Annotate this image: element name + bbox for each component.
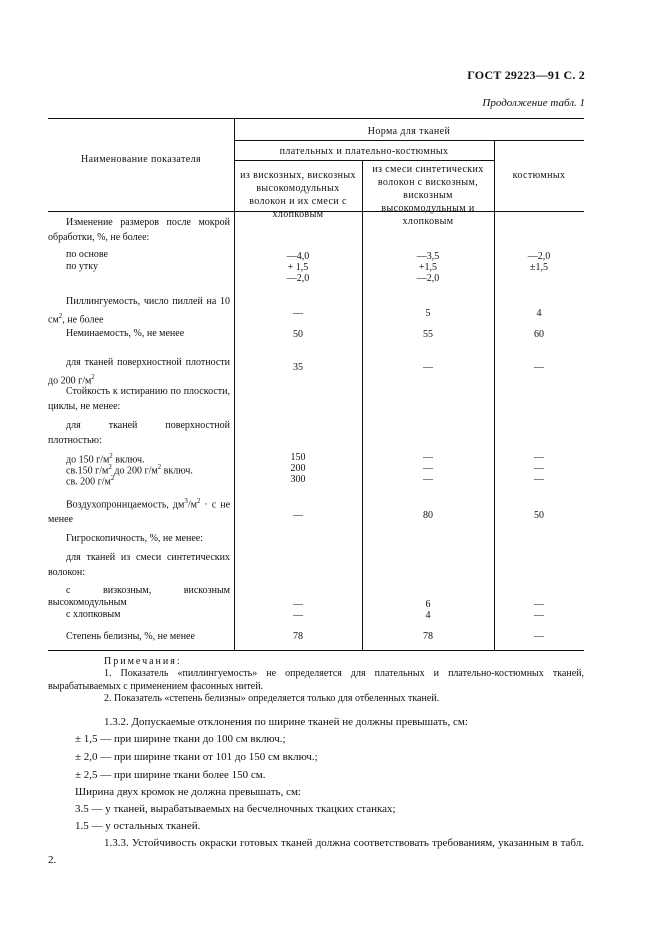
para-edges: Ширина двух кромок не должна превышать, см: <box>75 786 301 798</box>
row-label-weft: по утку <box>66 261 98 272</box>
cell-weft-1: + 1,5 <box>287 262 309 273</box>
cell-weft-2: +1,5 <box>418 262 438 273</box>
cell-whiteness-2: 78 <box>423 631 433 642</box>
cell-warp-2: —3,5 <box>416 251 440 262</box>
row-label-air: Воздухопроницаемость, $дм^3/м^2 \cdot с$ не менее <box>48 497 231 526</box>
cell-cotton-3: — <box>534 610 544 621</box>
cell-over200-2: — <box>423 474 433 485</box>
cell-upto150-2: — <box>423 452 433 463</box>
note-2: 2. Показатель «степень белизны» определяется только для отбеленных тканей. <box>104 693 440 704</box>
row-label-150-200: св.150 $г/м^2$ до 200 $г/м^2$ включ. <box>66 463 193 477</box>
cell-crease-2: 55 <box>423 329 433 340</box>
cell-cotton-1: — <box>293 610 303 621</box>
cell-air-1: — <box>293 510 303 521</box>
cell-150-200-2: — <box>423 463 433 474</box>
cell-upto150-3: — <box>534 452 544 463</box>
cell-upto150-1: 150 <box>290 452 306 463</box>
cell-viscose-1: — <box>293 599 303 610</box>
header-norm: Норма для тканей <box>367 126 451 137</box>
cell-pilling-3: 4 <box>536 308 542 319</box>
cell-warp-3: —2,0 <box>527 251 551 262</box>
row-label-cotton: с хлопковым <box>66 609 121 620</box>
note-1: 1. Показатель «пиллингуемость» не определяется для плательных и плательно-костюмных тканей, вырабатываемых с применением фасонных нитей. <box>48 668 584 692</box>
row-label-crease-200: для тканей поверхностной плотности до 200 $г/м^2$ <box>48 357 230 387</box>
cell-cotton-2: 4 <box>425 610 431 621</box>
cell-weft-3: ±1,5 <box>530 262 548 273</box>
cell-whiteness-3: — <box>534 631 544 642</box>
cell-crease200-3: — <box>534 362 544 373</box>
row-label-viscose: с визкозным, вискозным высокомодульным <box>48 585 230 608</box>
row-label-crease: Неминаемость, %, не менее <box>66 328 185 339</box>
header-synthetic-blend: из смеси синтетических волокон с вискозным, вискозным высокомодульным и хлопковым <box>372 164 484 227</box>
row-label-abrasion: Стойкость к истиранию по плоскости, циклы, не менее: <box>48 386 230 412</box>
table-bottom-rule <box>48 650 584 651</box>
header-suit: костюмных <box>512 170 566 181</box>
para-dev-3: ± 2,5 — при ширине ткани более 150 см. <box>75 769 266 781</box>
para-dev-2: ± 2,0 — при ширине ткани от 101 до 150 см включ.; <box>75 751 318 763</box>
cell-viscose-3: — <box>534 599 544 610</box>
cell-crease200-1: 35 <box>293 362 303 373</box>
notes-title: Примечания: <box>104 656 182 667</box>
col-divider-2 <box>362 160 363 650</box>
row-label-upto150: до 150 $г/м^2$ включ. <box>66 452 145 466</box>
table-top-rule <box>48 118 584 119</box>
cell-warp-1: —4,0 <box>286 251 310 262</box>
row-label-whiteness: Степень белизны, %, не менее <box>66 631 195 642</box>
header-dress-group: плательных и плательно-костюмных <box>279 146 449 157</box>
cell-air-2: 80 <box>423 510 433 521</box>
row-label-pilling: Пиллингуемость, число пиллей на 10 $см^2$, не более <box>48 296 230 326</box>
header-indicator-name: Наименование показателя <box>80 154 202 165</box>
norm-rule <box>234 140 584 141</box>
row-label-hygro: Гигроскопичность, %, не менее: <box>66 533 203 544</box>
row-label-shrinkage: Изменение размеров после мокрой обработки, %, не более: <box>48 217 230 243</box>
row-label-warp: по основе <box>66 249 108 260</box>
cell-weft-minus-2: —2,0 <box>416 273 440 284</box>
row-label-density: для тканей поверхностной плотностью: <box>48 420 230 446</box>
document-id: ГОСТ 29223—91 С. 2 <box>467 68 585 82</box>
cell-weft-minus-1: —2,0 <box>286 273 310 284</box>
cell-150-200-3: — <box>534 463 544 474</box>
col-divider-1 <box>234 118 235 650</box>
cell-viscose-2: 6 <box>425 599 431 610</box>
cell-crease-1: 50 <box>293 329 303 340</box>
cell-150-200-1: 200 <box>290 463 306 474</box>
row-label-synth-blend: для тканей из смеси синтетических волокон: <box>48 552 230 578</box>
para-dev-1: ± 1,5 — при ширине ткани до 100 см включ.; <box>75 733 286 745</box>
cell-over200-3: — <box>534 474 544 485</box>
row-label-over200: св. 200 $г/м^2$ <box>66 474 115 488</box>
header-viscose: из вискозных, вискозных высокомодульных волокон и их смеси с хлопковым <box>240 170 356 220</box>
para-edges-1: 3.5 — у тканей, вырабатываемых на бесчелночных ткацких станках; <box>75 803 396 815</box>
para-1-3-3: 1.3.3. Устойчивость окраски готовых тканей должна соответствовать требованиям, указанным в табл. 2. <box>48 837 584 866</box>
cell-crease200-2: — <box>423 362 433 373</box>
cell-whiteness-1: 78 <box>293 631 303 642</box>
cell-air-3: 50 <box>534 510 544 521</box>
para-edges-2: 1.5 — у остальных тканей. <box>75 820 201 832</box>
cell-over200-1: 300 <box>290 474 306 485</box>
cell-pilling-2: 5 <box>425 308 431 319</box>
cell-pilling-1: — <box>293 308 303 319</box>
table-continuation: Продолжение табл. 1 <box>482 97 585 109</box>
group-rule <box>234 160 494 161</box>
para-1-3-2: 1.3.2. Допускаемые отклонения по ширине тканей не должны превышать, см: <box>104 716 468 728</box>
cell-crease-3: 60 <box>534 329 544 340</box>
col-divider-3 <box>494 140 495 650</box>
